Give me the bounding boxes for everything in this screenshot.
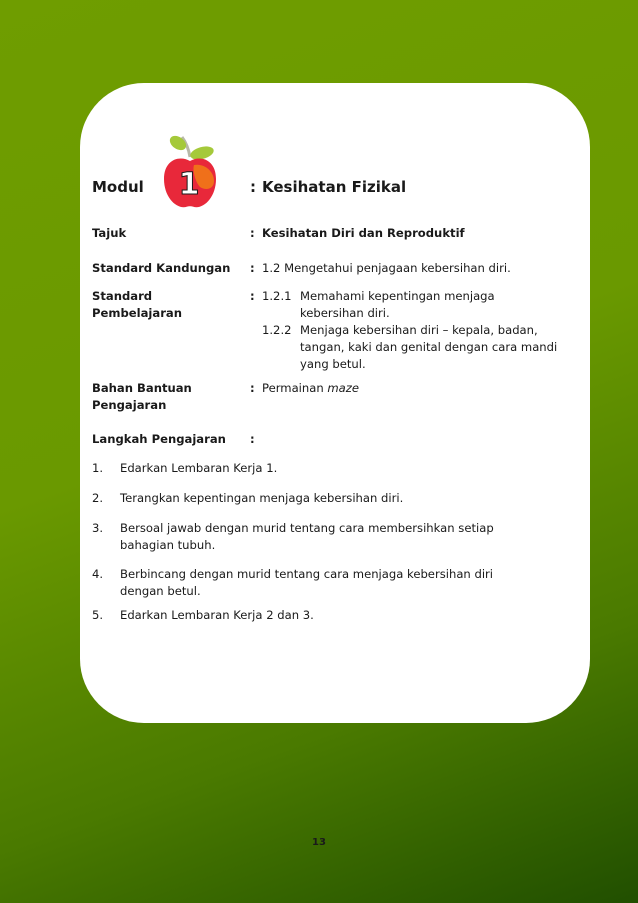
- standard-kandungan-colon: :: [250, 261, 255, 275]
- step-number: 3.: [92, 521, 104, 535]
- module-label: Modul: [92, 178, 144, 196]
- bahan-bantuan-label: Bahan Bantuan Pengajaran: [92, 381, 192, 412]
- bahan-bantuan-value: Permainan maze: [262, 381, 360, 395]
- module-colon: :: [250, 178, 256, 196]
- standard-kandungan-value: 1.2 Mengetahui penjagaan kebersihan diri.: [262, 261, 511, 275]
- step-number: 5.: [92, 608, 104, 622]
- bahan-bantuan-colon: :: [250, 381, 255, 395]
- tajuk-value: Kesihatan Diri dan Reproduktif: [262, 226, 465, 240]
- module-title: Kesihatan Fizikal: [262, 178, 407, 196]
- standard-pembelajaran-label: Standard Pembelajaran: [92, 289, 182, 320]
- tajuk-colon: :: [250, 226, 255, 240]
- page-number: 13: [312, 837, 326, 848]
- standard-pembelajaran-list: [262, 288, 562, 373]
- step-number: 2.: [92, 491, 104, 505]
- langkah-colon: :: [250, 432, 255, 446]
- step-text: Terangkan kepentingan menjaga kebersihan diri.: [120, 491, 404, 505]
- sp-item-2: 1.2.2 Menjaga kebersihan diri – kepala, badan, tangan, kaki dan genital dengan cara mandi yang betul.: [262, 323, 558, 371]
- content-card: [80, 83, 590, 723]
- step-text: Edarkan Lembaran Kerja 1.: [120, 461, 278, 475]
- sp-item-1: 1.2.1 Memahami kepentingan menjaga kebersihan diri.: [262, 289, 495, 320]
- step-number: 1.: [92, 461, 104, 475]
- step-text: Edarkan Lembaran Kerja 2 dan 3.: [120, 608, 314, 622]
- standard-pembelajaran-colon: :: [250, 289, 255, 303]
- module-number: 1: [178, 167, 200, 202]
- step-text: Bersoal jawab dengan murid tentang cara membersihkan setiap bahagian tubuh.: [120, 521, 494, 552]
- tajuk-label: Tajuk: [92, 226, 127, 240]
- apple-icon: [160, 131, 220, 211]
- step-text: Berbincang dengan murid tentang cara menjaga kebersihan diri dengan betul.: [120, 567, 494, 598]
- langkah-label: Langkah Pengajaran: [92, 432, 226, 446]
- step-number: 4.: [92, 567, 104, 581]
- standard-kandungan-label: Standard Kandungan: [92, 261, 231, 275]
